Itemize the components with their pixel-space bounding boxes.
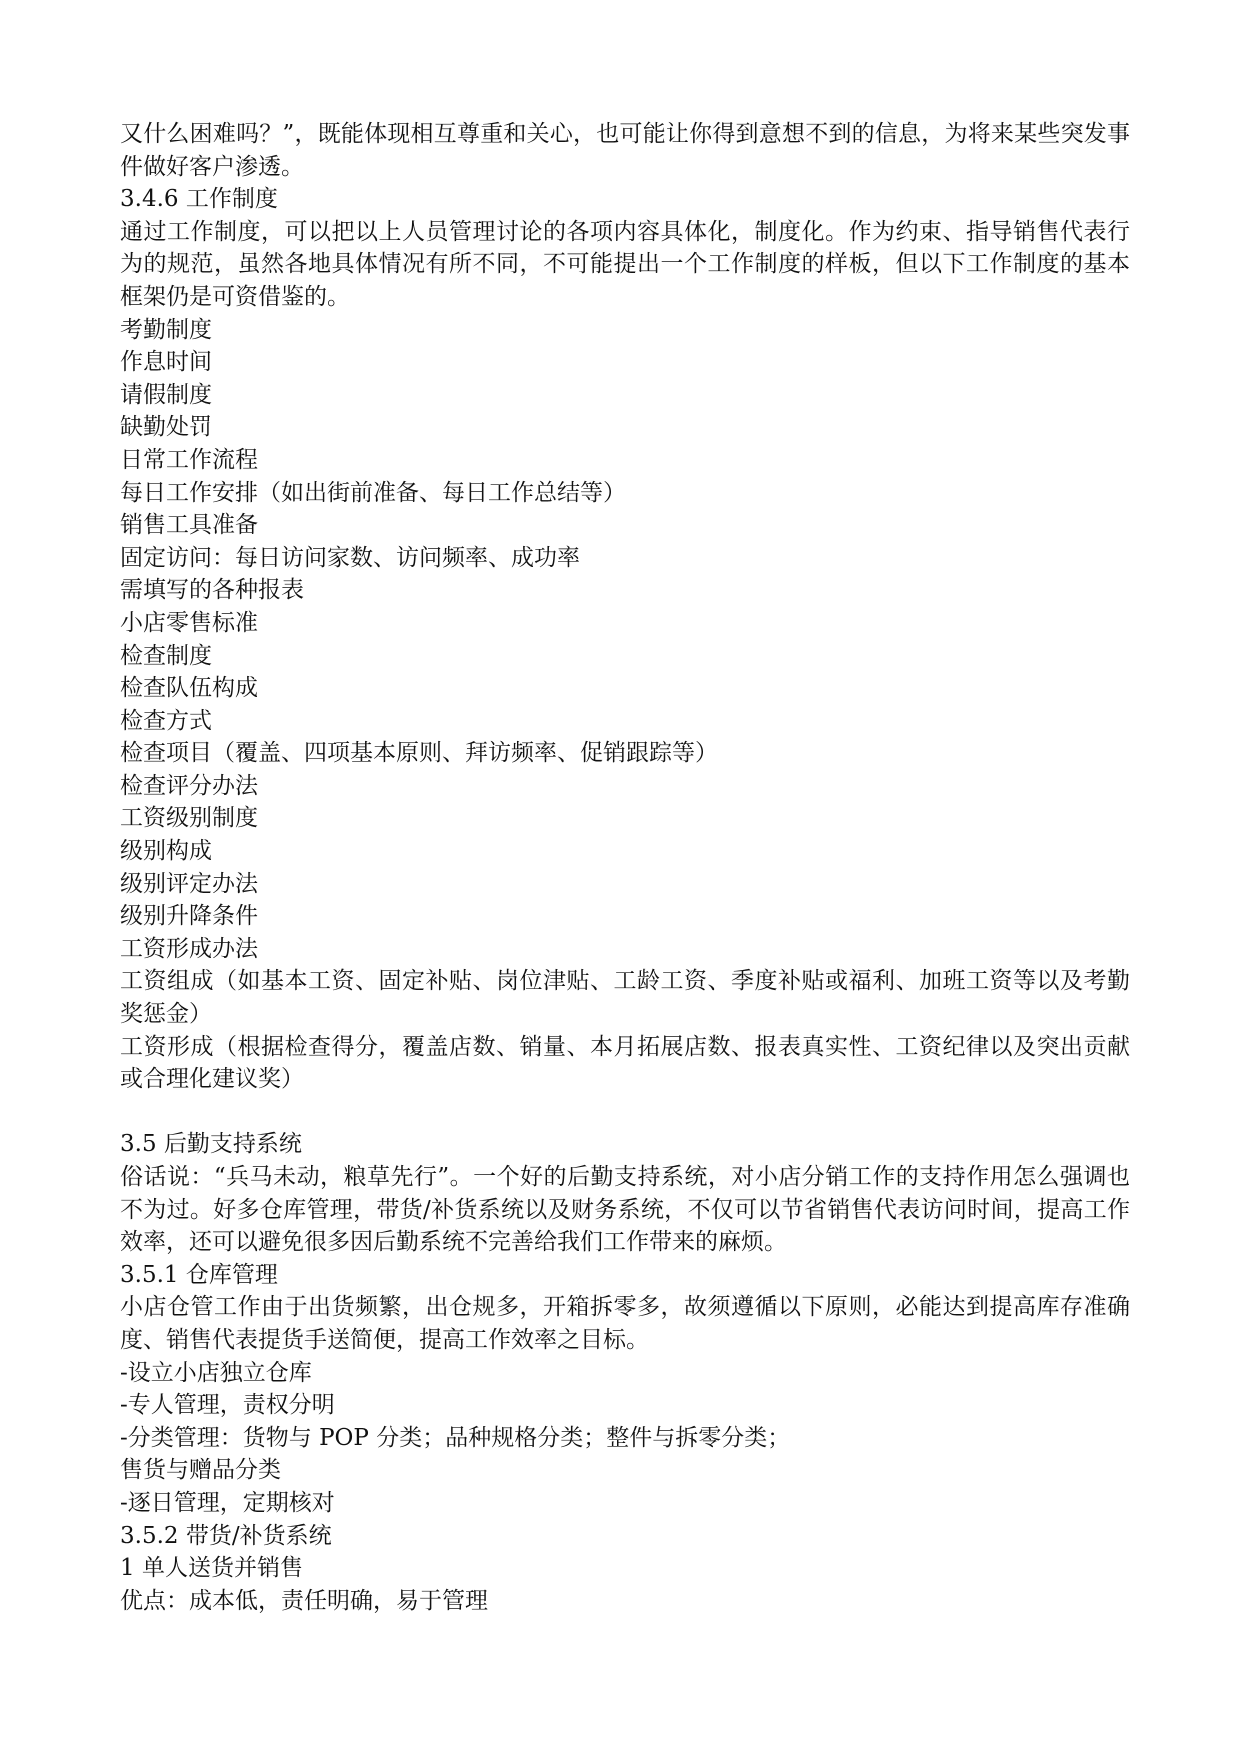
document-page [120, 118, 1130, 1617]
list-item: 作息时间 [120, 349, 212, 376]
section-heading-3-5-2: 3.5.2 带货/补货系统 [120, 1522, 332, 1549]
wage-formation-paragraph: 工资形成（根据检查得分，覆盖店数、销量、本月拓展店数、报表真实性、工资纪律以及突出贡献或合理化建议奖） [120, 1033, 1130, 1093]
warehouse-list [120, 1357, 1130, 1520]
section-heading-3-4-6: 3.4.6 工作制度 [120, 186, 278, 213]
warehouse-paragraph: 小店仓管工作由于出货频繁，出仓规多，开箱拆零多，故须遵循以下原则，必能达到提高库存准确度、销售代表提货手送简便，提高工作效率之目标。 [120, 1294, 1130, 1353]
list-item: -设立小店独立仓库 [120, 1359, 312, 1386]
list-item: 级别构成 [120, 838, 212, 865]
list-item: 检查制度 [120, 642, 212, 669]
blank-line [120, 1096, 1130, 1129]
work-system-paragraph: 通过工作制度，可以把以上人员管理讨论的各项内容具体化，制度化。作为约束、指导销售代表行为的规范，虽然各地具体情况有所不同，不可能提出一个工作制度的样板，但以下工作制度的基本框架仍是可资借鉴的。 [120, 218, 1130, 310]
list-item: 检查评分办法 [120, 772, 258, 799]
list-item: 每日工作安排（如出街前准备、每日工作总结等） [120, 479, 626, 506]
list-item: 日常工作流程 [120, 446, 258, 473]
list-item: 工资形成办法 [120, 935, 258, 962]
list-item: 检查项目（覆盖、四项基本原则、拜访频率、促销跟踪等） [120, 740, 718, 767]
list-item: 优点：成本低，责任明确，易于管理 [120, 1587, 488, 1614]
list-item: -逐日管理，定期核对 [120, 1489, 335, 1516]
list-item: 固定访问：每日访问家数、访问频率、成功率 [120, 544, 580, 571]
list-item: 小店零售标准 [120, 609, 258, 636]
delivery-list [120, 1552, 1130, 1617]
work-system-list [120, 314, 1130, 966]
list-item: 1 单人送货并销售 [120, 1555, 303, 1582]
list-item: 检查队伍构成 [120, 675, 258, 702]
list-item: -专人管理，责权分明 [120, 1392, 335, 1419]
list-item: 考勤制度 [120, 316, 212, 343]
list-item: 级别升降条件 [120, 903, 258, 930]
list-item: 缺勤处罚 [120, 414, 212, 441]
list-item: 销售工具准备 [120, 512, 258, 539]
list-item: 售货与赠品分类 [120, 1457, 281, 1484]
intro-paragraph: 又什么困难吗？”，既能体现相互尊重和关心，也可能让你得到意想不到的信息，为将来某些突发事件做好客户渗透。 [120, 121, 1130, 180]
list-item: 工资级别制度 [120, 805, 258, 832]
list-item: 请假制度 [120, 381, 212, 408]
wage-composition-paragraph: 工资组成（如基本工资、固定补贴、岗位津贴、工龄工资、季度补贴或福利、加班工资等以及考勤奖惩金） [120, 968, 1130, 1028]
list-item: 需填写的各种报表 [120, 577, 304, 604]
list-item: 级别评定办法 [120, 870, 258, 897]
section-heading-3-5-1: 3.5.1 仓库管理 [120, 1261, 278, 1288]
section-heading-3-5: 3.5 后勤支持系统 [120, 1131, 302, 1158]
list-item: 检查方式 [120, 707, 212, 734]
logistics-paragraph: 俗话说：“兵马未动，粮草先行”。一个好的后勤支持系统，对小店分销工作的支持作用怎么强调也不为过。好多仓库管理，带货/补货系统以及财务系统，不仅可以节省销售代表访问时间，提高工作效率，还可以避免很多因后勤系统不完善给我们工作带来的麻烦。 [120, 1164, 1130, 1256]
list-item: -分类管理：货物与 POP 分类；品种规格分类；整件与拆零分类； [120, 1424, 791, 1451]
